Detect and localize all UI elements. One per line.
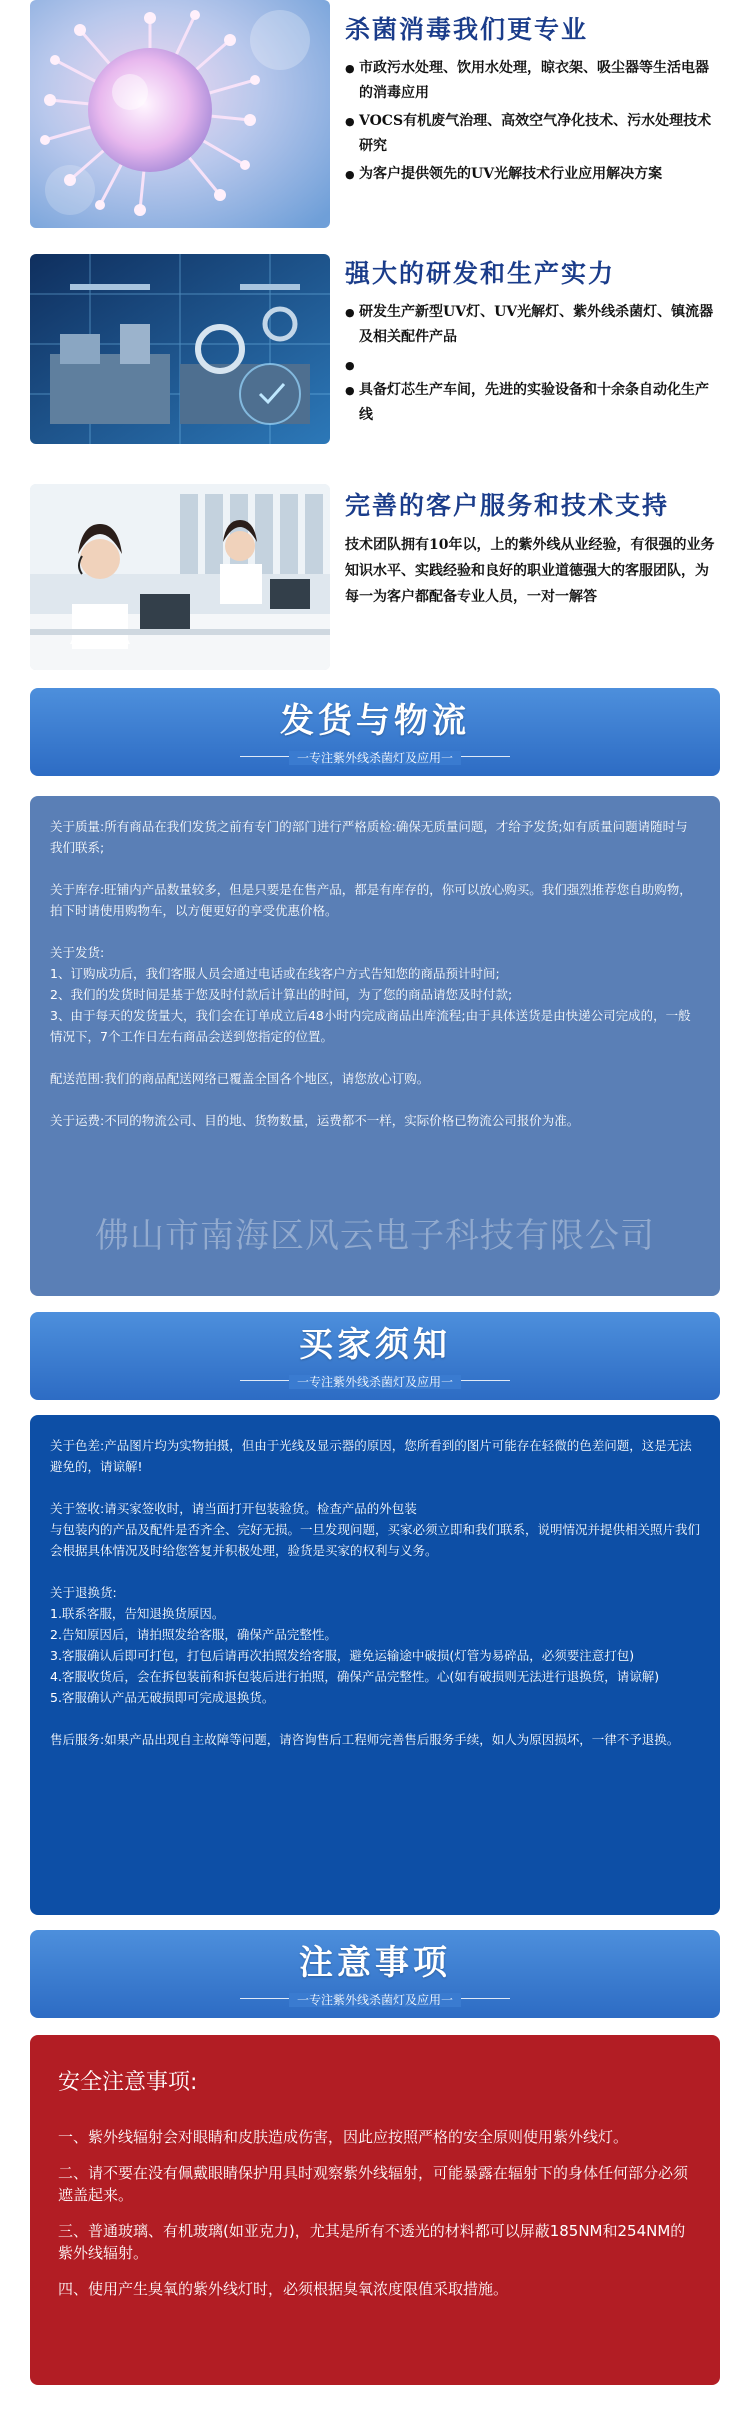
info-line: 关于退换货:	[50, 1585, 117, 1600]
section-header-shipping	[30, 688, 720, 776]
feature-title: 强大的研发和生产实力	[345, 259, 616, 288]
section-subtitle: 一专注紫外线杀菌灯及应用一	[30, 1373, 720, 1390]
info-line: 5.客服确认产品无破损即可完成退换货。	[50, 1690, 275, 1705]
feature-title: 杀菌消毒我们更专业	[345, 15, 589, 44]
info-line: 1.联系客服，告知退换货原因。	[50, 1606, 225, 1621]
info-line: 关于质量:所有商品在我们发货之前有专门的部门进行严格质检:确保无质量问题，才给予发货;如有质量问题请随时与我们联系;	[50, 819, 688, 855]
safety-heading: 安全注意事项:	[58, 2070, 198, 2095]
info-line: 3、由于每天的发货量大，我们会在订单成立后48小时内完成商品出库流程;由于具体送货是由快递公司完成的，一般情况下，7个工作日左右商品会送到您指定的位置。	[50, 1008, 691, 1044]
feature-title: 完善的客户服务和技术支持	[345, 491, 670, 520]
company-watermark: 佛山市南海区风云电子科技有限公司	[95, 1216, 655, 1256]
section-title: 发货与物流	[280, 701, 470, 741]
info-line: 2.告知原因后，请拍照发给客服，确保产品完整性。	[50, 1627, 337, 1642]
customer-service-image	[30, 484, 330, 670]
section-subtitle: 一专注紫外线杀菌灯及应用一	[30, 749, 720, 766]
feature-bullet: ● 具备灯芯生产车间，先进的实验设备和十余条自动化生产线	[345, 378, 720, 428]
info-line: 1、订购成功后，我们客服人员会通过电话或在线客户方式告知您的商品预计时间;	[50, 966, 500, 981]
info-line: 4.客服收货后，会在拆包装前和拆包装后进行拍照，确保产品完整性。心(如有破损则无法进行退换货，请谅解)	[50, 1669, 660, 1684]
feature-text	[345, 254, 720, 431]
safety-item: 一、紫外线辐射会对眼睛和皮肤造成伤害，因此应按照严格的安全原则使用紫外线灯。	[58, 2128, 629, 2146]
feature-bullet: ● 市政污水处理、饮用水处理，晾衣架、吸尘器等生活电器的消毒应用	[345, 56, 720, 106]
info-line: 关于签收:请买家签收时，请当面打开包装验货。检查产品的外包装	[50, 1501, 417, 1516]
spacer	[345, 353, 720, 375]
info-line: 售后服务:如果产品出现自主故障等问题，请咨询售后工程师完善售后服务手续，如人为原因损坏，一律不予退换。	[50, 1732, 680, 1747]
buyer-info-box	[30, 1415, 720, 1915]
safety-item: 三、普通玻璃、有机玻璃(如亚克力)，尤其是所有不透光的材料都可以屏蔽185NM和254NM的紫外线辐射。	[58, 2222, 686, 2262]
shipping-info-box	[30, 796, 720, 1296]
feature-text	[345, 486, 720, 610]
section-header-buyer	[30, 1312, 720, 1400]
info-line: 3.客服确认后即可打包，打包后请再次拍照发给客服，避免运输途中破损(灯管为易碎品，必须要注意打包)	[50, 1648, 635, 1663]
feature-bullet: ● VOCS有机废气治理、高效空气净化技术、污水处理技术研究	[345, 109, 720, 159]
feature-sterilization	[0, 0, 750, 240]
safety-item: 四、使用产生臭氧的紫外线灯时，必须根据臭氧浓度限值采取措施。	[58, 2280, 509, 2298]
section-title: 注意事项	[299, 1943, 451, 1983]
info-line: 与包装内的产品及配件是否齐全、完好无损。一旦发现问题，买家必须立即和我们联系，说明情况并提供相关照片我们会根据具体情况及时给您答复并积极处理，验货是买家的权利与义务。	[50, 1522, 701, 1558]
info-line: 2、我们的发货时间是基于您及时付款后计算出的时间，为了您的商品请您及时付款;	[50, 987, 513, 1002]
factory-image	[30, 254, 330, 444]
feature-bullets	[345, 56, 720, 187]
feature-service	[0, 478, 750, 678]
feature-rnd	[0, 248, 750, 478]
info-line: 关于库存:旺铺内产品数量较多，但是只要是在售产品，都是有库存的，你可以放心购买。我们强烈推荐您自助购物，拍下时请使用购物车，以方便更好的享受优惠价格。	[50, 882, 692, 918]
feature-text	[345, 10, 720, 190]
feature-paragraph: 技术团队拥有10年以，上的紫外线从业经验，有很强的业务知识水平、实践经验和良好的职业道德强大的客服团队，为每一为客户都配备专业人员，一对一解答	[345, 537, 715, 605]
safety-notice-box	[30, 2035, 720, 2385]
feature-bullet: ● 研发生产新型UV灯、UV光解灯、紫外线杀菌灯、镇流器及相关配件产品	[345, 300, 720, 350]
virus-image	[30, 0, 330, 228]
section-subtitle: 一专注紫外线杀菌灯及应用一	[30, 1991, 720, 2008]
info-line: 关于运费:不同的物流公司、目的地、货物数量，运费都不一样，实际价格已物流公司报价为准。	[50, 1113, 580, 1128]
feature-bullet: ● 为客户提供领先的UV光解技术行业应用解决方案	[345, 162, 720, 187]
info-line: 关于色差:产品图片均为实物拍摄，但由于光线及显示器的原因，您所看到的图片可能存在轻微的色差问题，这是无法避免的，请谅解!	[50, 1438, 692, 1474]
feature-bullets	[345, 300, 720, 428]
safety-item: 二、请不要在没有佩戴眼睛保护用具时观察紫外线辐射，可能暴露在辐射下的身体任何部分必须遮盖起来。	[58, 2164, 689, 2204]
info-line: 关于发货:	[50, 945, 105, 960]
section-title: 买家须知	[299, 1325, 451, 1365]
section-header-notice	[30, 1930, 720, 2018]
info-line: 配送范围:我们的商品配送网络已覆盖全国各个地区，请您放心订购。	[50, 1071, 430, 1086]
